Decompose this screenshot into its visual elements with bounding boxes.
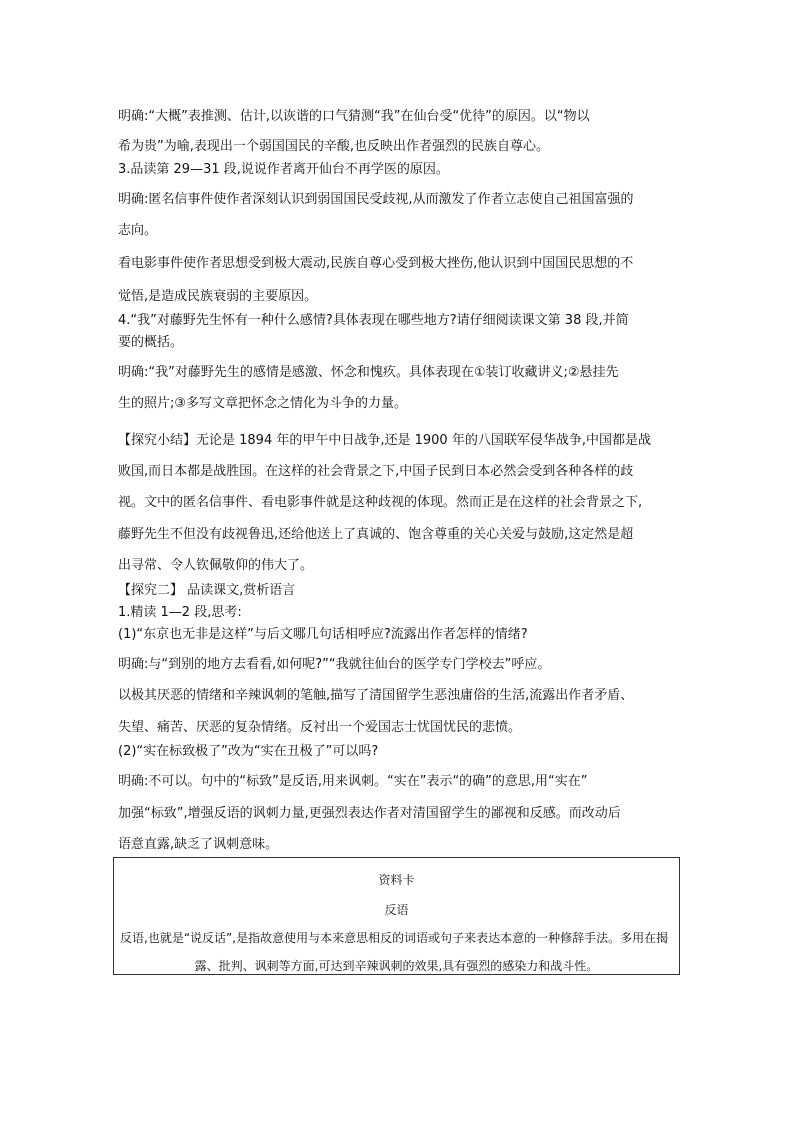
question-heading: 要的概括。	[118, 335, 184, 350]
question-heading: 1.精读 1—2 段,思考:	[118, 605, 242, 620]
question-heading: (1)“东京也无非是这样”与后文哪几句话相呼应?流露出作者怎样的情绪?	[118, 627, 528, 642]
paragraph-line: 明确:匿名信事件使作者深刻认识到弱国国民受歧视,从而激发了作者立志使自己祖国富强的	[118, 192, 634, 207]
paragraph-line: 明确:“我”对藤野先生的感情是感激、怀念和愧疚。具体表现在①装订收藏讲义;②悬挂先	[118, 365, 619, 380]
card-text-line: 露、批判、讽刺等方面,可达到辛辣讽刺的效果,具有强烈的感染力和战斗性。	[194, 959, 599, 973]
card-text-line: 反语,也就是“说反话”,是指故意使用与本来意思相反的词语或句子来表达本意的一种修辞手法。多用在揭	[120, 931, 669, 945]
question-heading: (2)“实在标致极了”改为“实在丑极了”可以吗?	[118, 744, 379, 759]
paragraph-line: 语意直露,缺乏了讽刺意味。	[118, 837, 279, 852]
summary-line: 视。文中的匿名信事件、看电影事件就是这种歧视的体现。然而正是在这样的社会背景之下,	[118, 495, 643, 510]
summary-line: 出寻常、令人钦佩敬仰的伟大了。	[118, 558, 314, 573]
card-subtitle: 反语	[384, 903, 409, 917]
paragraph-line: 加强“标致”,增强反语的讽刺力量,更强烈表达作者对清国留学生的鄙视和反感。而改动后	[118, 806, 621, 821]
paragraph-line: 生的照片;③多写文章把怀念之情化为斗争的力量。	[118, 396, 408, 411]
paragraph-line: 失望、痛苦、厌恶的复杂情绪。反衬出一个爱国志士忧国忧民的悲愤。	[118, 720, 522, 735]
paragraph-line: 看电影事件使作者思想受到极大震动,民族自尊心受到极大挫伤,他认识到中国国民思想的不	[118, 256, 634, 271]
paragraph-line: 明确:与“到别的地方去看看,如何呢?”“我就往仙台的医学专门学校去”呼应。	[118, 657, 551, 672]
summary-line: 败国,而日本都是战胜国。在这样的社会背景之下,中国子民到日本必然会受到各种各样的歧	[118, 464, 634, 479]
resource-card	[113, 857, 680, 975]
paragraph-line: 以极其厌恶的情绪和辛辣讽刺的笔触,描写了清国留学生恶浊庸俗的生活,流露出作者矛盾、	[118, 688, 634, 703]
paragraph-line: 觉悟,是造成民族衰弱的主要原因。	[118, 289, 318, 304]
summary-line: 藤野先生不但没有歧视鲁迅,还给他送上了真诚的、饱含尊重的关心关爱与鼓励,这定然是超	[118, 527, 634, 542]
paragraph-line: 明确:“大概”表推测、估计,以诙谐的口气猜测“我”在仙台受“优待”的原因。以“物以	[118, 109, 590, 124]
section-heading: 【探究二】 品读课文,赏析语言	[118, 583, 296, 598]
paragraph-line: 希为贵”为喻,表现出一个弱国国民的辛酸,也反映出作者强烈的民族自尊心。	[118, 139, 549, 154]
card-title: 资料卡	[378, 873, 415, 887]
summary-line: 【探究小结】无论是 1894 年的甲午中日战争,还是 1900 年的八国联军侵华战争,中国都是战	[118, 433, 651, 448]
paragraph-line: 明确:不可以。句中的“标致”是反语,用来讽刺。“实在”表示“的确”的意思,用“实在”	[118, 774, 588, 789]
question-heading: 4.“我”对藤野先生怀有一种什么感情?具体表现在哪些地方?请仔细阅读课文第 38 段,并简	[118, 313, 629, 328]
question-heading: 3.品读第 29—31 段,说说作者离开仙台不再学医的原因。	[118, 162, 449, 177]
paragraph-line: 志向。	[118, 223, 158, 238]
